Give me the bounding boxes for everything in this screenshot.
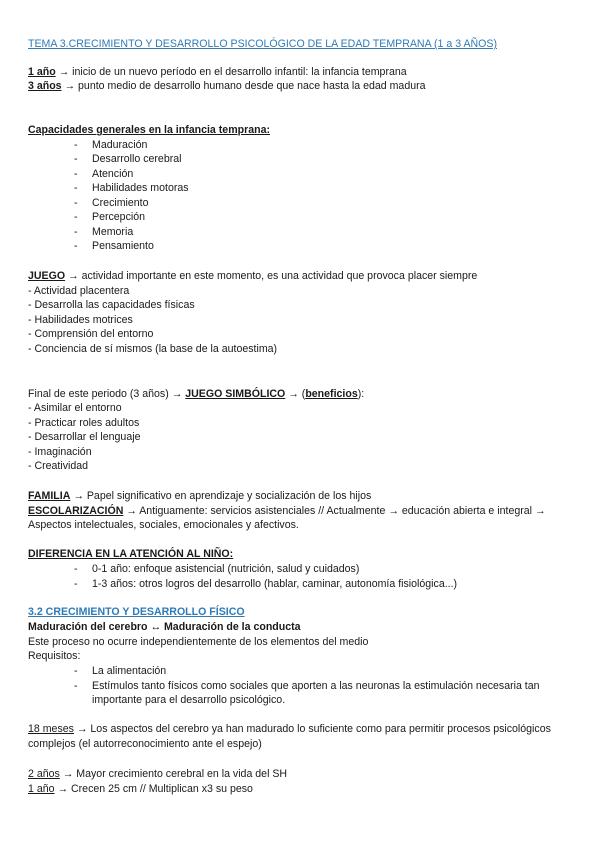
diferencia-heading: DIFERENCIA EN LA ATENCIÓN AL NIÑO: <box>28 548 234 560</box>
section-line-2: Requisitos: <box>28 650 81 662</box>
meses18-key: 18 meses <box>28 723 74 735</box>
familia-text: → Papel significativo en aprendizaje y socialización de los hijos <box>70 490 372 502</box>
simbolico-pre: Final de este periodo (3 años) → <box>28 388 186 400</box>
intro-line-2 <box>28 80 426 93</box>
intro-line-1 <box>28 66 407 79</box>
juego-key: JUEGO <box>28 270 66 282</box>
familia-line <box>28 490 371 503</box>
list-item: - Habilidades motrices <box>28 314 133 326</box>
list-item: - Conciencia de sí mismos (la base de la autoestima) <box>28 343 278 355</box>
anos2-text: → Mayor crecimiento cerebral en la vida del SH <box>59 768 288 780</box>
simbolico-key2: beneficios <box>305 388 358 400</box>
juego-text: → actividad importante en este momento, es una actividad que provoca placer siempre <box>65 270 478 282</box>
list-item: - Practicar roles adultos <box>28 417 140 429</box>
list-item: - Comprensión del entorno <box>28 328 154 340</box>
juego-line <box>28 270 477 283</box>
list-item: - Desarrolla las capacidades físicas <box>28 299 195 311</box>
page-title: TEMA 3.CRECIMIENTO Y DESARROLLO PSICOLÓGICO DE LA EDAD TEMPRANA (1 a 3 AÑOS) <box>28 38 498 50</box>
section-title: 3.2 CRECIMIENTO Y DESARROLLO FÍSICO <box>28 606 245 618</box>
capacidades-heading: Capacidades generales en la infancia temprana: <box>28 124 270 136</box>
intro-key-1: 1 año <box>28 66 56 78</box>
section-subheading: Maduración del cerebro ↔ Maduración de la conducta <box>28 621 301 633</box>
meses18-line <box>28 723 551 736</box>
escolarizacion-line-2: Aspectos intelectuales, sociales, emocionales y afectivos. <box>28 519 299 531</box>
simbolico-key: JUEGO SIMBÓLICO <box>185 388 286 400</box>
list-item: - Creatividad <box>28 460 89 472</box>
simbolico-post: ): <box>357 388 365 400</box>
list-item: - Actividad placentera <box>28 285 130 297</box>
list-item: - Desarrollar el lenguaje <box>28 431 141 443</box>
document-page: TEMA 3.CRECIMIENTO Y DESARROLLO PSICOLÓGICO DE LA EDAD TEMPRANA (1 a 3 AÑOS) 1 año → inicio de un nuevo período en el desarrollo infantil: la infancia temprana 3 años → punto medio de desarrollo humano desde que nace hasta la edad madura Capacidades generales en la infancia temprana: - Maduración - Desarrollo cerebral - Atención - Habilidades motoras - Crecimiento - Percepción - Memoria - Pensamiento JUEGO → actividad importante en este momento, es una actividad que provoca placer siempre - Actividad placentera - Desarrolla las capacidades físicas - Habilidades motrices - Comprensión del entorno - Conciencia de sí mismos (la base de la autoestima) Final de este periodo (3 años) → JUEGO SIMBÓLICO → (beneficios): - Asimilar el entorno - Practicar roles adultos - Desarrollar el lenguaje - Imaginación - Creatividad FAMILIA → Papel significativo en aprendizaje y socialización de los hijos ESCOLARIZACIÓN → Antiguamente: servicios asistenciales // Actualmente → educación abierta e integral → Aspectos intelectuales, sociales, emocionales y afectivos. DIFERENCIA EN LA ATENCIÓN AL NIÑO: - 0-1 año: enfoque asistencial (nutrición, salud y cuidados) - 1-3 años: otros logros del desarrollo (hablar, caminar, autonomía fisiológica...) 3.2 CRECIMIENTO Y DESARROLLO FÍSICO Maduración del cerebro ↔ Maduración de la conducta Este proceso no ocurre independientemente de los elementos del medio Requisitos: - La alimentación - Estímulos tanto físicos como sociales que aporten a las neuronas la estimulación necesaria tan importante para el desarrollo psicológico. 18 meses → Los aspectos del cerebro ya han madurado lo suficiente como para permitir procesos psicológicos complejos (el autorreconocimiento ante el espejo) 2 años → Mayor crecimiento cerebral en la vida del SH 1 año → Crecen 25 cm // Multiplican x3 su peso <box>28 38 551 795</box>
intro-text-2: → punto medio de desarrollo humano desde que nace hasta la edad madura <box>61 80 426 92</box>
meses18-text: → Los aspectos del cerebro ya han madurado lo suficiente como para permitir procesos psicológicos <box>73 723 551 735</box>
meses18-line-2: complejos (el autorreconocimiento ante el espejo) <box>28 738 262 750</box>
ano1-line <box>28 783 253 796</box>
escolarizacion-key: ESCOLARIZACIÓN <box>28 505 124 517</box>
ano1-text: → Crecen 25 cm // Multiplican x3 su peso <box>54 783 253 795</box>
anos2-line <box>28 768 287 781</box>
simbolico-mid: → ( <box>285 388 306 400</box>
familia-key: FAMILIA <box>28 490 71 502</box>
intro-text-1: → inicio de un nuevo período en el desarrollo infantil: la infancia temprana <box>55 66 407 78</box>
list-item: - Imaginación <box>28 446 92 458</box>
simbolico-line <box>28 388 364 401</box>
anos2-key: 2 años <box>28 768 60 780</box>
escolarizacion-text: → Antiguamente: servicios asistenciales // Actualmente → educación abierta e integral → <box>123 505 546 517</box>
escolarizacion-line <box>28 505 546 518</box>
intro-key-2: 3 años <box>28 80 62 92</box>
section-line-1: Este proceso no ocurre independientemente de los elementos del medio <box>28 636 369 648</box>
list-item: - Asimilar el entorno <box>28 402 122 414</box>
ano1-key: 1 año <box>28 783 55 795</box>
